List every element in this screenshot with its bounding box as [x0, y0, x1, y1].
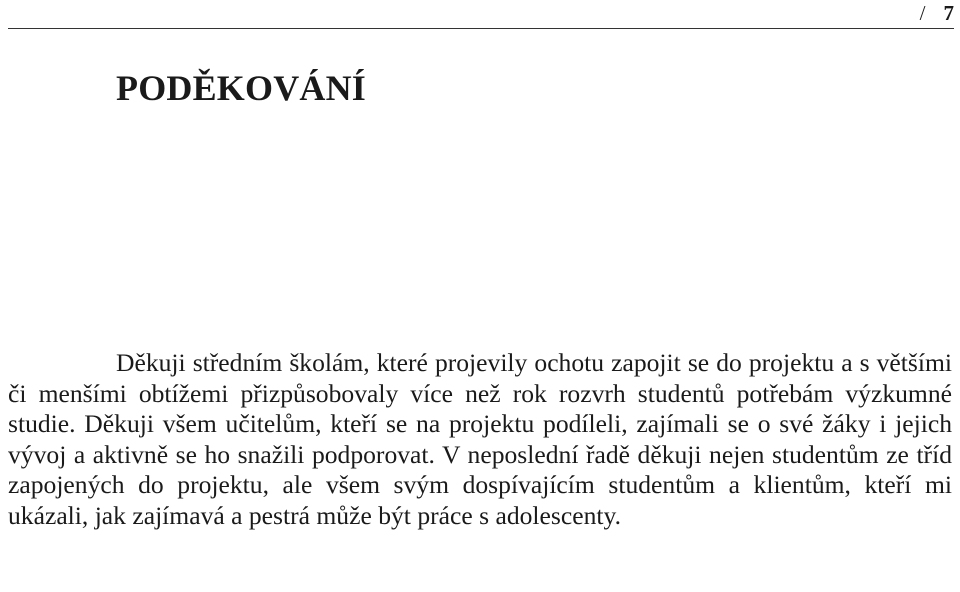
page-number: 7 [943, 1, 954, 25]
header-rule [8, 28, 954, 29]
page-header [0, 0, 960, 34]
acknowledgement-paragraph: Děkuji středním školám, které projevily ochotu zapojit se do projektu a s většími či menšími obtížemi přizpůsobovaly více než rok rozvrh studentů potřebám výzkumné studie. Děkuji všem učitelům, kteří se na projektu podíleli, zajímali se o své žáky i jejich vývoj a aktivně se ho snažili podporovat. V neposlední řadě děkuji nejen studentům ze tříd zapojených do projektu, ale všem svým dospívajícím studentům a klientům, kteří mi ukázali, jak zajímavá a pestrá může být práce s adolescenty. [8, 348, 952, 530]
page-number-group [920, 1, 954, 25]
page-number-separator: / [919, 1, 926, 25]
chapter-title: PODĚKOVÁNÍ [116, 68, 367, 108]
